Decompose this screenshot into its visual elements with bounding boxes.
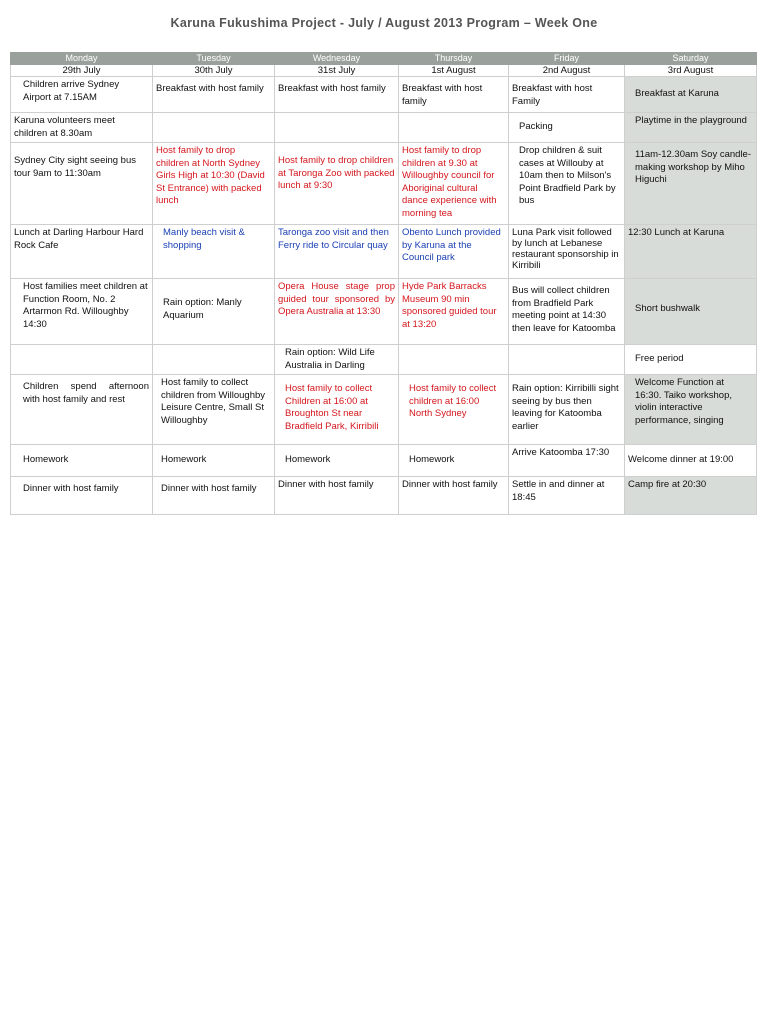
schedule-cell: Playtime in the playground xyxy=(625,113,757,143)
date-row xyxy=(11,65,757,77)
schedule-cell: Obento Lunch provided by Karuna at the Council park xyxy=(399,225,509,279)
day-header-tuesday: Tuesday xyxy=(153,53,275,65)
schedule-cell: 12:30 Lunch at Karuna xyxy=(625,225,757,279)
table-row xyxy=(11,345,757,375)
table-row xyxy=(11,477,757,515)
schedule-cell: Children spend afternoon with host family and rest xyxy=(11,375,153,445)
schedule-cell: Drop children & suit cases at Willouby at 10am then to Milson's Point Bradfield Park by bus xyxy=(509,143,625,225)
schedule-cell: Hyde Park Barracks Museum 90 min sponsored guided tour at 13:20 xyxy=(399,279,509,345)
schedule-cell: Homework xyxy=(11,445,153,477)
schedule-cell: Sydney City sight seeing bus tour 9am to 11:30am xyxy=(11,143,153,225)
schedule-cell: Host family to drop children at 9.30 at Willoughby council for Aboriginal cultural dance experience with morning tea xyxy=(399,143,509,225)
schedule-cell: Welcome Function at 16:30. Taiko workshop, violin interactive performance, singing xyxy=(625,375,757,445)
schedule-cell: Welcome dinner at 19:00 xyxy=(625,445,757,477)
schedule-cell: Karuna volunteers meet children at 8.30am xyxy=(11,113,153,143)
schedule-cell: Children arrive Sydney Airport at 7.15AM xyxy=(11,77,153,113)
schedule-cell xyxy=(399,113,509,143)
table-row xyxy=(11,445,757,477)
schedule-cell: Host family to collect children at 16:00 North Sydney xyxy=(399,375,509,445)
schedule-cell: Rain option: Wild Life Australia in Darling xyxy=(275,345,399,375)
date-wednesday: 31st July xyxy=(275,65,399,77)
schedule-cell: Homework xyxy=(153,445,275,477)
schedule-cell: Arrive Katoomba 17:30 xyxy=(509,445,625,477)
schedule-cell: Luna Park visit followed by lunch at Lebanese restaurant sponsorship in Kirribili xyxy=(509,225,625,279)
schedule-cell xyxy=(153,113,275,143)
table-row xyxy=(11,225,757,279)
schedule-cell: Host families meet children at Function Room, No. 2 Artarmon Rd. Willoughby 14:30 xyxy=(11,279,153,345)
schedule-cell xyxy=(275,113,399,143)
schedule-cell: Breakfast with host family xyxy=(399,77,509,113)
schedule-cell xyxy=(153,345,275,375)
date-tuesday: 30th July xyxy=(153,65,275,77)
day-header-thursday: Thursday xyxy=(399,53,509,65)
schedule-cell: Breakfast with host Family xyxy=(509,77,625,113)
schedule-cell: 11am-12.30am Soy candle-making workshop by Miho Higuchi xyxy=(625,143,757,225)
schedule-cell xyxy=(11,345,153,375)
date-monday: 29th July xyxy=(11,65,153,77)
schedule-cell: Short bushwalk xyxy=(625,279,757,345)
page-title: Karuna Fukushima Project - July / August 2013 Program – Week One xyxy=(170,16,598,30)
schedule-cell: Breakfast at Karuna xyxy=(625,77,757,113)
date-saturday: 3rd August xyxy=(625,65,757,77)
schedule-cell: Host family to collect Children at 16:00 at Broughton St near Bradfield Park, Kirribili xyxy=(275,375,399,445)
date-thursday: 1st August xyxy=(399,65,509,77)
schedule-cell: Homework xyxy=(275,445,399,477)
schedule-cell xyxy=(399,345,509,375)
schedule-cell xyxy=(509,345,625,375)
schedule-cell: Dinner with host family xyxy=(399,477,509,515)
schedule-cell: Rain option: Manly Aquarium xyxy=(153,279,275,345)
schedule-cell: Homework xyxy=(399,445,509,477)
schedule-cell: Host family to collect children from Willoughby Leisure Centre, Small St Willoughby xyxy=(153,375,275,445)
day-header-row xyxy=(11,53,757,65)
day-header-friday: Friday xyxy=(509,53,625,65)
day-header-wednesday: Wednesday xyxy=(275,53,399,65)
schedule-cell: Manly beach visit & shopping xyxy=(153,225,275,279)
day-header-saturday: Saturday xyxy=(625,53,757,65)
day-header-monday: Monday xyxy=(11,53,153,65)
table-row xyxy=(11,77,757,113)
schedule-cell: Breakfast with host family xyxy=(153,77,275,113)
schedule-cell: Free period xyxy=(625,345,757,375)
schedule-cell: Dinner with host family xyxy=(153,477,275,515)
schedule-cell: Breakfast with host family xyxy=(275,77,399,113)
schedule-cell: Dinner with host family xyxy=(275,477,399,515)
schedule-cell: Camp fire at 20:30 xyxy=(625,477,757,515)
schedule-cell: Bus will collect children from Bradfield Park meeting point at 14:30 then leave for Katoomba xyxy=(509,279,625,345)
table-row xyxy=(11,279,757,345)
schedule-table xyxy=(10,52,757,515)
schedule-cell: Host family to drop children at Taronga Zoo with packed lunch at 9:30 xyxy=(275,143,399,225)
table-row xyxy=(11,113,757,143)
date-friday: 2nd August xyxy=(509,65,625,77)
schedule-cell: Taronga zoo visit and then Ferry ride to Circular quay xyxy=(275,225,399,279)
schedule-cell: Host family to drop children at North Sydney Girls High at 10:30 (David St Entrance) with packed lunch xyxy=(153,143,275,225)
schedule-cell: Rain option: Kirribilli sight seeing by bus then leaving for Katoomba earlier xyxy=(509,375,625,445)
schedule-cell: Opera House stage prop guided tour sponsored by Opera Australia at 13:30 xyxy=(275,279,399,345)
schedule-cell: Dinner with host family xyxy=(11,477,153,515)
table-row xyxy=(11,143,757,225)
schedule-cell: Settle in and dinner at 18:45 xyxy=(509,477,625,515)
table-row xyxy=(11,375,757,445)
schedule-cell: Packing xyxy=(509,113,625,143)
schedule-cell: Lunch at Darling Harbour Hard Rock Cafe xyxy=(11,225,153,279)
